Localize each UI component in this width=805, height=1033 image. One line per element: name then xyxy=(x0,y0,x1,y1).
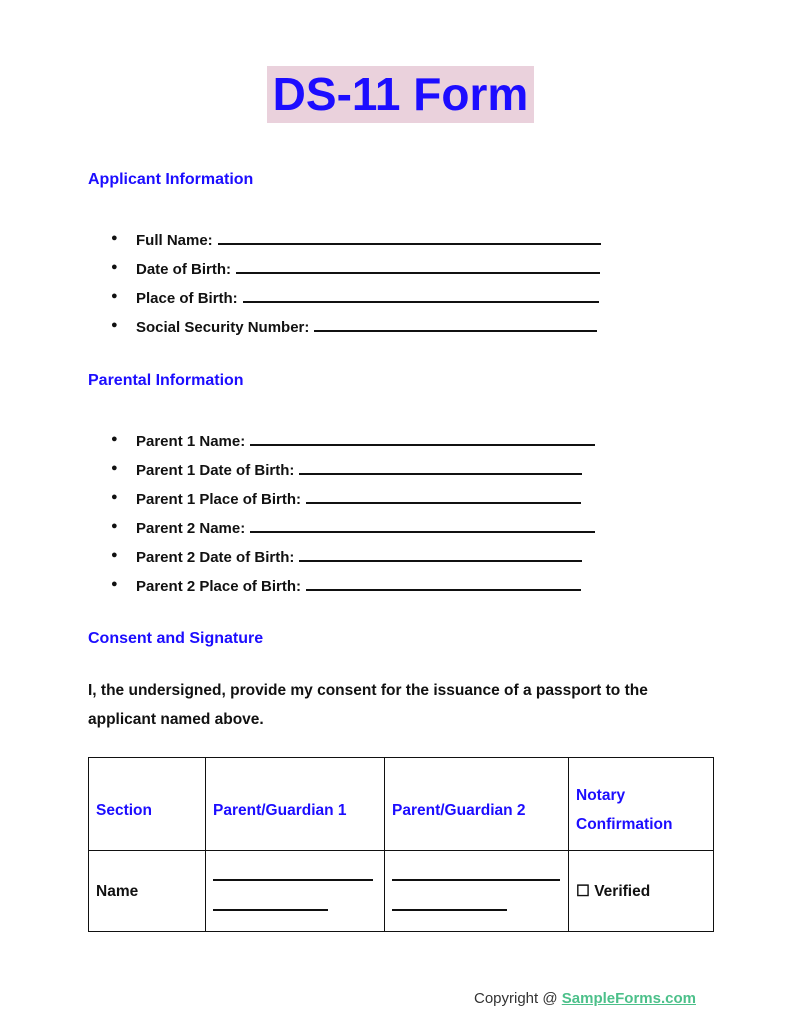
list-item xyxy=(88,545,595,574)
list-item xyxy=(88,516,595,545)
list-item xyxy=(88,257,601,286)
blank-field[interactable] xyxy=(250,516,595,533)
row-label: Name xyxy=(89,851,206,932)
header-cell: Parent/Guardian 2 xyxy=(385,758,569,851)
signature-table xyxy=(88,757,714,932)
blank-field[interactable] xyxy=(243,286,599,303)
list-item xyxy=(88,574,595,603)
blank-field[interactable] xyxy=(314,315,597,332)
parental-list xyxy=(88,429,595,603)
label: Social Security Number: xyxy=(136,319,310,336)
label: Parent 2 Name: xyxy=(136,520,246,537)
sampleforms-link[interactable]: SampleForms.com xyxy=(561,990,696,1007)
label: Place of Birth: xyxy=(136,290,238,307)
blank-field[interactable] xyxy=(236,257,600,274)
signature-field-2[interactable] xyxy=(385,851,569,932)
parental-heading: Parental Information xyxy=(88,372,244,389)
header-cell: Parent/Guardian 1 xyxy=(206,758,385,851)
label: Parent 2 Date of Birth: xyxy=(136,549,295,566)
label: Parent 2 Place of Birth: xyxy=(136,578,302,595)
label: Parent 1 Place of Birth: xyxy=(136,491,302,508)
blank-field[interactable] xyxy=(306,574,581,591)
verified-checkbox[interactable]: ☐ Verified xyxy=(569,851,714,932)
footer xyxy=(474,990,696,1007)
list-item xyxy=(88,487,595,516)
list-item xyxy=(88,228,601,257)
blank-field[interactable] xyxy=(218,228,601,245)
table-row xyxy=(89,851,714,932)
header-cell: Notary Confirmation xyxy=(569,758,714,851)
applicant-heading: Applicant Information xyxy=(88,171,254,188)
list-item xyxy=(88,315,601,344)
blank-field[interactable] xyxy=(306,487,581,504)
table-header-row xyxy=(89,758,714,851)
list-item xyxy=(88,458,595,487)
blank-field[interactable] xyxy=(299,545,582,562)
list-item xyxy=(88,429,595,458)
header-cell: Section xyxy=(89,758,206,851)
form-title: DS-11 Form xyxy=(267,66,534,123)
consent-heading: Consent and Signature xyxy=(88,630,264,647)
label: Full Name: xyxy=(136,232,213,249)
label: Date of Birth: xyxy=(136,261,231,278)
consent-text: I, the undersigned, provide my consent for the issuance of a passport to the applicant named above. xyxy=(88,682,648,728)
blank-field[interactable] xyxy=(299,458,582,475)
list-item xyxy=(88,286,601,315)
label: Parent 1 Name: xyxy=(136,433,246,450)
label: Parent 1 Date of Birth: xyxy=(136,462,295,479)
blank-field[interactable] xyxy=(250,429,595,446)
copyright-text: Copyright @ xyxy=(474,990,562,1007)
signature-field-1[interactable] xyxy=(206,851,385,932)
applicant-list xyxy=(88,228,601,344)
